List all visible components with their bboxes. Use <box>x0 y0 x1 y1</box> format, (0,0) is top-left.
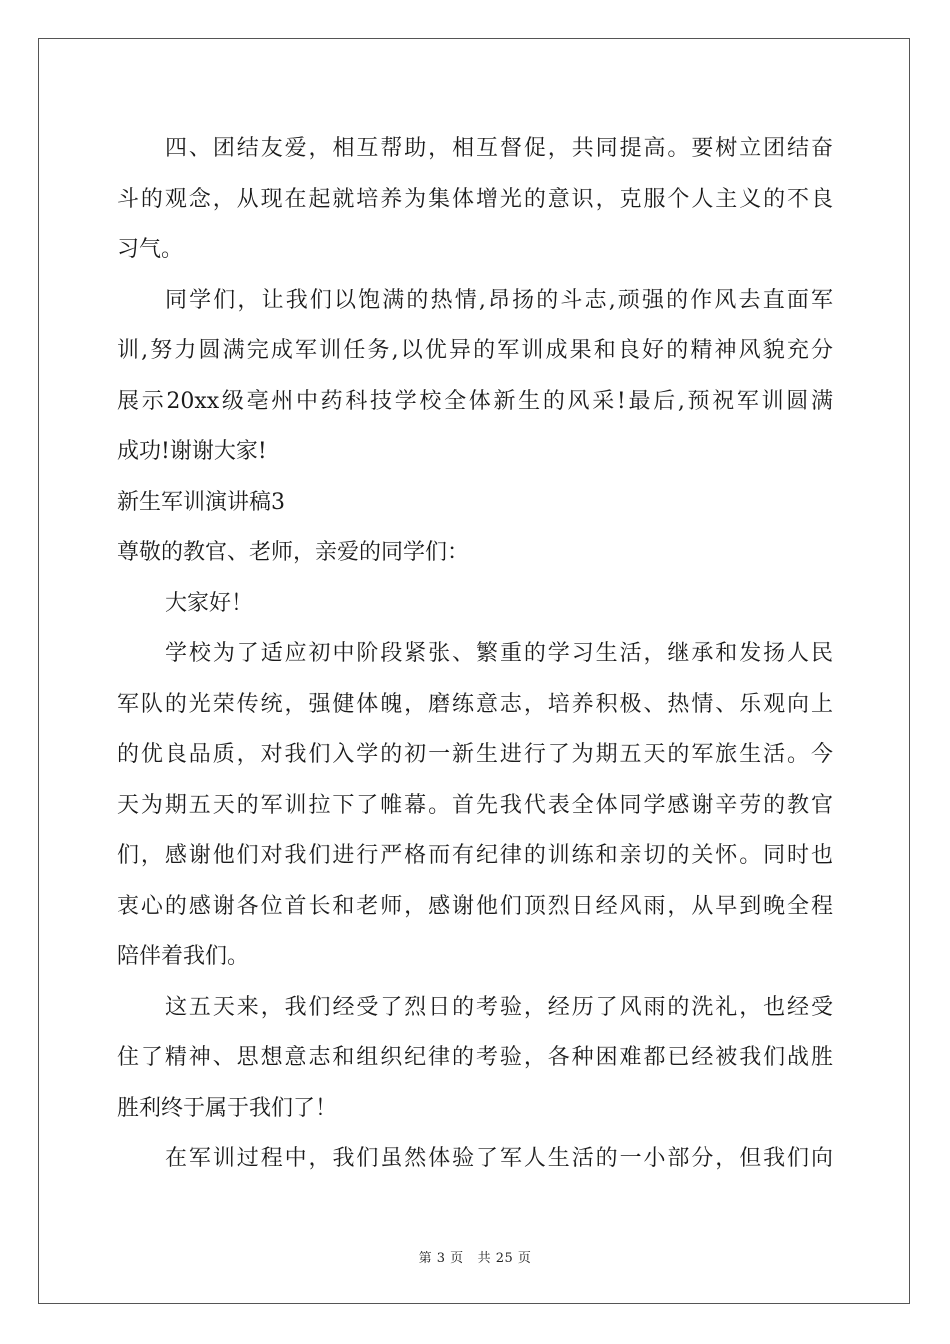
text-line: 斗的观念，从现在起就培养为集体增光的意识，克服个人主义的不良 <box>117 186 833 212</box>
text-line: 同学们，让我们以饱满的热情,昂扬的斗志,顽强的作风去直面军 <box>165 287 833 313</box>
text-line: 们，感谢他们对我们进行严格而有纪律的训练和亲切的关怀。同时也 <box>117 843 833 868</box>
text-line: 这五天来，我们经受了烈日的考验，经历了风雨的洗礼，也经受 <box>165 994 833 1020</box>
section-title: 新生军训演讲稿3 <box>117 489 285 515</box>
page-total: 共 25 页 <box>477 1251 532 1266</box>
text-line: 的优良品质，对我们入学的初一新生进行了为期五天的军旅生活。今 <box>117 742 833 767</box>
text-line: 四、团结友爱，相互帮助，相互督促，共同提高。要树立团结奋 <box>165 136 833 161</box>
text-line: 胜利终于属于我们了！ <box>117 1095 338 1121</box>
text-line: 陪伴着我们。 <box>117 944 250 969</box>
text-line: 在军训过程中，我们虽然体验了军人生活的一小部分，但我们向 <box>165 1146 833 1171</box>
greeting: 大家好！ <box>165 590 254 616</box>
text-line: 学校为了适应初中阶段紧张、繁重的学习生活，继承和发扬人民 <box>165 641 833 666</box>
page-footer <box>0 1247 950 1266</box>
text-line: 训,努力圆满完成军训任务,以优异的军训成果和良好的精神风貌充分 <box>117 338 833 363</box>
text-line: 衷心的感谢各位首长和老师，感谢他们顶烈日经风雨，从早到晚全程 <box>117 893 833 919</box>
text-line: 住了精神、思想意志和组织纪律的考验，各种困难都已经被我们战胜 <box>117 1045 833 1070</box>
text-line: 展示20xx级亳州中药科技学校全体新生的风采!最后,预祝军训圆满 <box>117 388 833 414</box>
salutation: 尊敬的教官、老师，亲爱的同学们： <box>117 540 470 565</box>
document-body <box>117 124 833 1185</box>
text-line: 天为期五天的军训拉下了帷幕。首先我代表全体同学感谢辛劳的教官 <box>117 792 833 818</box>
page-number: 第 3 页 <box>418 1251 464 1266</box>
text-line: 军队的光荣传统，强健体魄，磨练意志，培养积极、热情、乐观向上 <box>117 691 833 717</box>
text-line: 成功!谢谢大家! <box>117 439 267 464</box>
text-line: 习气。 <box>117 237 184 262</box>
